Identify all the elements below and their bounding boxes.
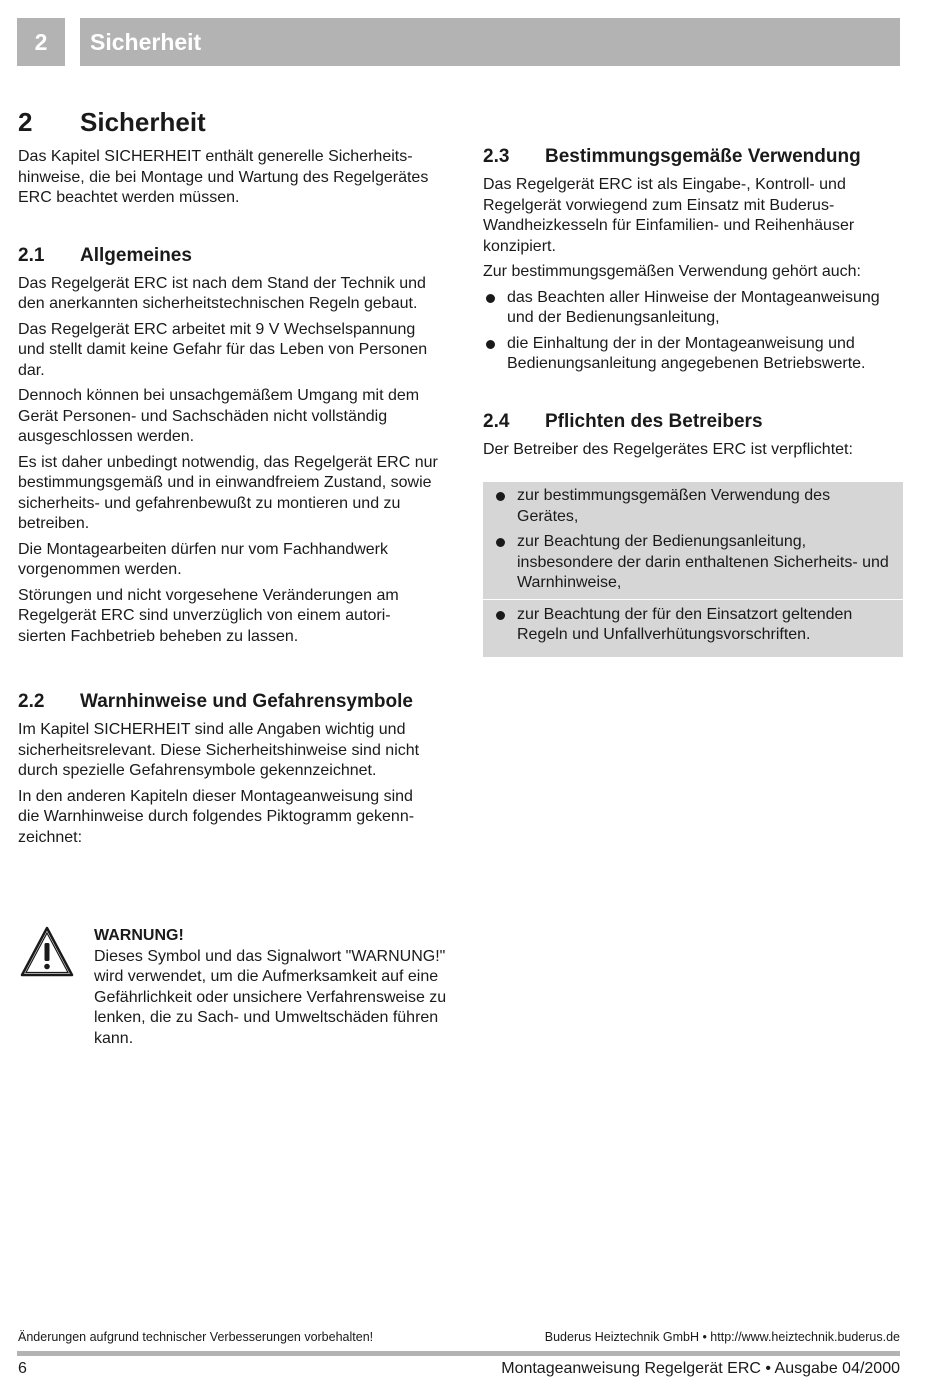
list-item: [493, 486, 893, 527]
section-title: Bestimmungsgemäße Verwendung: [545, 146, 861, 167]
chapter-number-tab: 2: [17, 18, 65, 66]
bullet-icon: [496, 611, 505, 620]
list-item: [483, 334, 903, 375]
paragraph: In den anderen Kapiteln dieser Montageanweisung sind die Warnhinweise durch folgendes Piktogramm gekenn-zeichnet:: [18, 787, 415, 846]
chapter-heading: [18, 107, 438, 138]
section-number: 2.3: [483, 146, 510, 167]
section-heading-2-3: [483, 145, 903, 169]
chapter-heading-number: 2: [18, 107, 33, 137]
bullet-icon: [496, 492, 505, 501]
paragraph: Das Regelgerät ERC ist als Eingabe-, Kontroll- und Regelgerät vorwiegend zum Einsatz mit Buderus-Wandheizkesseln für Einfamilien- und Reihenhäuser konzipiert.: [483, 176, 855, 255]
document-title: Montageanweisung Regelgerät ERC • Ausgabe 04/2000: [501, 1360, 900, 1377]
footer-rule: [17, 1351, 900, 1356]
list-item-text: die Einhaltung der in der Montageanweisung und Bedienungsanleitung angegebenen Betriebswerte.: [507, 334, 866, 372]
left-column: [18, 107, 438, 853]
bullet-icon: [486, 294, 495, 303]
section-title: Warnhinweise und Gefahrensymbole: [80, 691, 413, 712]
list-item-text: zur bestimmungsgemäßen Verwendung des Gerätes,: [517, 487, 831, 525]
list-item-text: das Beachten aller Hinweise der Montageanweisung und der Bedienungsanleitung,: [507, 288, 880, 326]
paragraph: Zur bestimmungsgemäßen Verwendung gehört auch:: [483, 263, 861, 280]
section-title: Pflichten des Betreibers: [545, 410, 763, 432]
list-item: [483, 288, 903, 329]
warning-text: [94, 926, 454, 1049]
paragraph: Der Betreiber des Regelgerätes ERC ist verpflichtet:: [483, 440, 853, 458]
warning-title: WARNUNG!: [94, 927, 184, 944]
paragraph: Dennoch können bei unsachgemäßem Umgang mit dem Gerät Personen- und Sachschäden nicht vollständig ausgeschlossen werden.: [18, 387, 420, 445]
bullet-icon: [486, 340, 495, 349]
right-column: [483, 145, 903, 657]
warning-body: Dieses Symbol und das Signalwort "WARNUNG!" wird verwendet, um die Aufmerksamkeit auf eine Gefährlichkeit oder unsichere Verfahrensweise zu lenken, die zu Sach- und Umweltschäden führen kann.: [94, 947, 447, 1047]
paragraph: Das Regelgerät ERC arbeitet mit 9 V Wechselspannung und stellt damit keine Gefahr für das Leben von Personen dar.: [18, 320, 428, 379]
section-number: 2.4: [483, 410, 510, 432]
chapter-title-bar: Sicherheit: [80, 18, 900, 66]
list-item-text: zur Beachtung der für den Einsatzort geltenden Regeln und Unfallverhütungsvorschriften.: [517, 605, 853, 643]
section-heading-2-2: [18, 690, 438, 714]
paragraph: Die Montagearbeiten dürfen nur vom Fachhandwerk vorgenommen werden.: [18, 540, 388, 578]
page-number: 6: [18, 1360, 27, 1377]
paragraph: Das Regelgerät ERC ist nach dem Stand der Technik und den anerkannten sicherheitstechnischen Regeln gebaut.: [18, 274, 426, 312]
footer-note: Änderungen aufgrund technischer Verbesserungen vorbehalten!: [18, 1330, 374, 1344]
section-heading-2-4: [483, 410, 903, 434]
section-heading-2-1: [18, 244, 438, 268]
paragraph: Es ist daher unbedingt notwendig, das Regelgerät ERC nur bestimmungsgemäß und in einwandfreiem Zustand, sowie sicherheits- und gefahrenbewußt zu montieren und zu betreiben.: [18, 453, 438, 532]
bullet-list: [493, 486, 893, 646]
obligations-box: [483, 482, 903, 657]
chapter-heading-title: Sicherheit: [80, 107, 206, 137]
paragraph: Störungen und nicht vorgesehene Veränderungen am Regelgerät ERC sind unverzüglich von einem autori-sierten Fachbetrieb beheben zu lassen.: [18, 586, 399, 645]
list-item: [483, 599, 903, 646]
list-item-text: zur Beachtung der Bedienungsanleitung, insbesondere der darin enthaltenen Sicherheits- und Warnhinweise,: [517, 533, 889, 591]
section-number: 2.2: [18, 691, 45, 712]
warning-triangle-icon: [20, 926, 74, 978]
paragraph: Im Kapitel SICHERHEIT sind alle Angaben wichtig und sicherheitsrelevant. Diese Sicherheitshinweise sind nicht durch spezielle Gefahrensymbole gekennzeichnet.: [18, 721, 420, 779]
chapter-intro: Das Kapitel SICHERHEIT enthält generelle Sicherheits-hinweise, die bei Montage und Wartung des Regelgerätes ERC beachtet werden müssen.: [18, 148, 429, 206]
bullet-icon: [496, 538, 505, 547]
footer-company: Buderus Heiztechnik GmbH • http://www.heiztechnik.buderus.de: [544, 1330, 900, 1344]
list-item: [493, 532, 893, 594]
section-title: Allgemeines: [80, 244, 192, 266]
section-number: 2.1: [18, 244, 45, 266]
bullet-list: [483, 288, 903, 375]
